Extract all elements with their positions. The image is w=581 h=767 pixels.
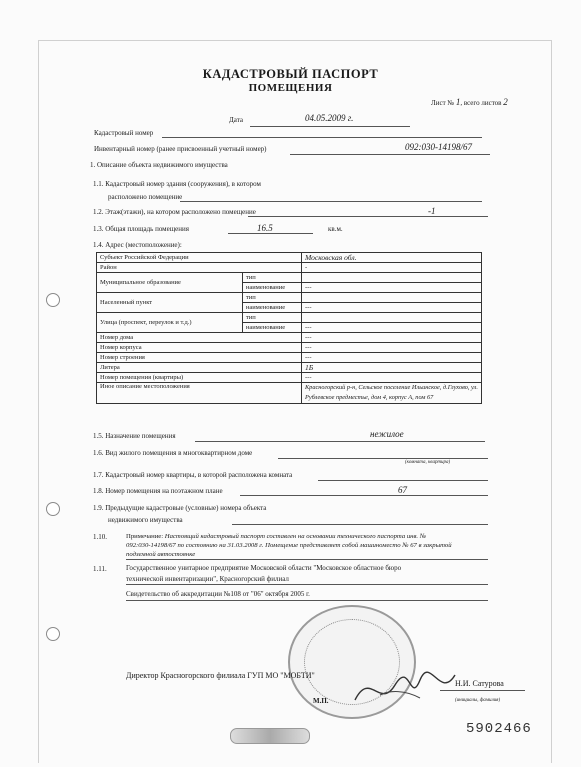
- subject-value: Московская обл.: [301, 253, 481, 263]
- signer-name: Н.И. Сатурова: [455, 679, 504, 688]
- document-title: КАДАСТРОВЫЙ ПАСПОРТ: [202, 67, 379, 81]
- locality-name-value: ---: [301, 303, 481, 313]
- table-row: [97, 343, 482, 353]
- table-row: [97, 263, 482, 273]
- f11-label-line2: расположено помещение: [108, 193, 183, 201]
- f17-line: [318, 480, 488, 481]
- municipal-name-label: наименование: [242, 283, 301, 293]
- f19-label-line2: недвижимого имущества: [108, 516, 183, 524]
- f111-underline: [126, 584, 488, 585]
- f14-label: 1.4. Адрес (местоположение):: [93, 241, 182, 249]
- table-row: [97, 333, 482, 343]
- date-underline: [250, 126, 410, 127]
- f15-line: [195, 441, 485, 442]
- house-label: Номер дома: [97, 333, 302, 343]
- table-row: [97, 373, 482, 383]
- date-value: 04.05.2009 г.: [305, 113, 354, 123]
- house-value: ---: [301, 333, 481, 343]
- f110-prefix: Примечание:: [126, 533, 164, 540]
- korpus-value: ---: [301, 343, 481, 353]
- street-type-label: тип: [242, 313, 301, 323]
- f111-line3: Свидетельство об аккредитации №108 от "06" октября 2005 г.: [126, 590, 310, 598]
- table-row: [97, 293, 482, 303]
- f110-text: [126, 532, 426, 541]
- other-label: Иное описание местоположения: [97, 383, 302, 404]
- table-row: [97, 363, 482, 373]
- inventory-number-line: [290, 154, 490, 155]
- f13-unit: кв.м.: [328, 225, 343, 233]
- inventory-number-value: 092:030-14198/67: [405, 142, 472, 152]
- f11-line: [180, 201, 482, 202]
- f13-label: 1.3. Общая площадь помещения: [93, 225, 189, 233]
- f12-line: [248, 216, 488, 217]
- street-type-value: [301, 313, 481, 323]
- litera-label: Литера: [97, 363, 302, 373]
- flat-label: Номер помещения (квартиры): [97, 373, 302, 383]
- table-row: [97, 383, 482, 404]
- signer-hint: (инициалы, фамилия): [455, 698, 501, 703]
- table-row: [97, 253, 482, 263]
- bottom-ornament: [230, 728, 310, 744]
- f12-label: 1.2. Этаж(этажи), на котором расположено помещение: [93, 208, 256, 216]
- date-label: Дата: [229, 116, 243, 124]
- section1-label: 1. Описание объекта недвижимого имущества: [90, 161, 228, 169]
- municipal-name-value: ---: [301, 283, 481, 293]
- mp-label: М.П.: [313, 697, 329, 705]
- f19-label-line1: 1.9. Предыдущие кадастровые (условные) номера объекта: [93, 504, 267, 512]
- korpus-label: Номер корпуса: [97, 343, 302, 353]
- table-row: [97, 273, 482, 283]
- subject-label: Субъект Российской Федерации: [97, 253, 302, 263]
- flat-value: ---: [301, 373, 481, 383]
- f18-line: [240, 495, 488, 496]
- f16-line: [278, 458, 488, 459]
- sheet-number: 1: [455, 97, 461, 107]
- f12-value: -1: [428, 206, 436, 216]
- punch-hole: [46, 502, 60, 516]
- building-label: Номер строения: [97, 353, 302, 363]
- locality-name-label: наименование: [242, 303, 301, 313]
- punch-hole: [46, 627, 60, 641]
- f110-line2: 092:030-14198/67 по состоянию на 31.03.2008 г. Помещение представляет собой машиноместо № 67 в закрытой: [126, 542, 452, 549]
- municipal-type-label: тип: [242, 273, 301, 283]
- f15-value: нежилое: [370, 429, 404, 439]
- f11-label-line1: 1.1. Кадастровый номер здания (сооружения), в котором: [93, 180, 261, 188]
- street-name-label: наименование: [242, 323, 301, 333]
- f18-value: 67: [398, 485, 407, 495]
- district-value: -: [301, 263, 481, 273]
- f110-line1: Настоящий кадастровый паспорт составлен на основании технического паспорта инв. №: [164, 533, 427, 540]
- f17-label: 1.7. Кадастровый номер квартиры, в которой расположена комната: [93, 471, 293, 479]
- f19-line: [232, 524, 488, 525]
- f13-value: 16.5: [257, 223, 273, 233]
- address-table: [96, 252, 482, 404]
- other-value-line1: Красногорский р-н, Сельское поселение Ильинское, д.Глухово, ул.: [304, 384, 478, 391]
- inventory-number-label: Инвентарный номер (ранее присвоенный учетный номер): [94, 145, 267, 153]
- f110-line3: подземной автостоянке: [126, 551, 196, 558]
- sheets-total-label: , всего листов: [460, 99, 502, 107]
- f111-line2: технической инвентаризации", Красногорский филиал: [126, 575, 289, 583]
- f111-label: 1.11.: [93, 565, 107, 573]
- sheet-label: Лист №: [431, 99, 455, 107]
- locality-label: Населенный пункт: [97, 293, 243, 313]
- document-subtitle: ПОМЕЩЕНИЯ: [248, 82, 333, 94]
- cadastral-number-label: Кадастровый номер: [94, 129, 154, 137]
- f13-line: [228, 233, 313, 234]
- municipal-type-value: [301, 273, 481, 283]
- table-row: [97, 313, 482, 323]
- director-label: Директор Красногорского филиала ГУП МО "МОБТИ": [126, 671, 315, 680]
- f15-label: 1.5. Назначение помещения: [93, 432, 176, 440]
- locality-type-label: тип: [242, 293, 301, 303]
- signature: [350, 660, 460, 715]
- street-label: Улица (проспект, переулок и т.д.): [97, 313, 243, 333]
- f111-line1: Государственное унитарное предприятие Московской области "Московское областное бюро: [126, 564, 402, 572]
- signer-line: [440, 690, 525, 691]
- locality-type-value: [301, 293, 481, 303]
- f16-hint: (комната, квартира): [405, 460, 451, 465]
- f18-label: 1.8. Номер помещения на поэтажном плане: [93, 487, 223, 495]
- f110-line: [126, 559, 488, 560]
- building-value: ---: [301, 353, 481, 363]
- other-value: [301, 383, 481, 404]
- f111-underline2: [126, 600, 488, 601]
- district-label: Район: [97, 263, 302, 273]
- punch-hole: [46, 293, 60, 307]
- litera-value: 1Б: [301, 363, 481, 373]
- f110-label: 1.10.: [93, 533, 107, 541]
- f16-label: 1.6. Вид жилого помещения в многоквартирном доме: [93, 449, 253, 457]
- cadastral-number-line: [162, 137, 482, 138]
- document-number: 5902466: [466, 721, 532, 737]
- sheets-total: 2: [503, 97, 508, 107]
- other-value-line2: Рублевское предместье, дом 4, корпус А, пом 67: [304, 394, 434, 401]
- table-row: [97, 353, 482, 363]
- street-name-value: ---: [301, 323, 481, 333]
- municipal-label: Муниципальное образование: [97, 273, 243, 293]
- sheet-info: [431, 98, 508, 108]
